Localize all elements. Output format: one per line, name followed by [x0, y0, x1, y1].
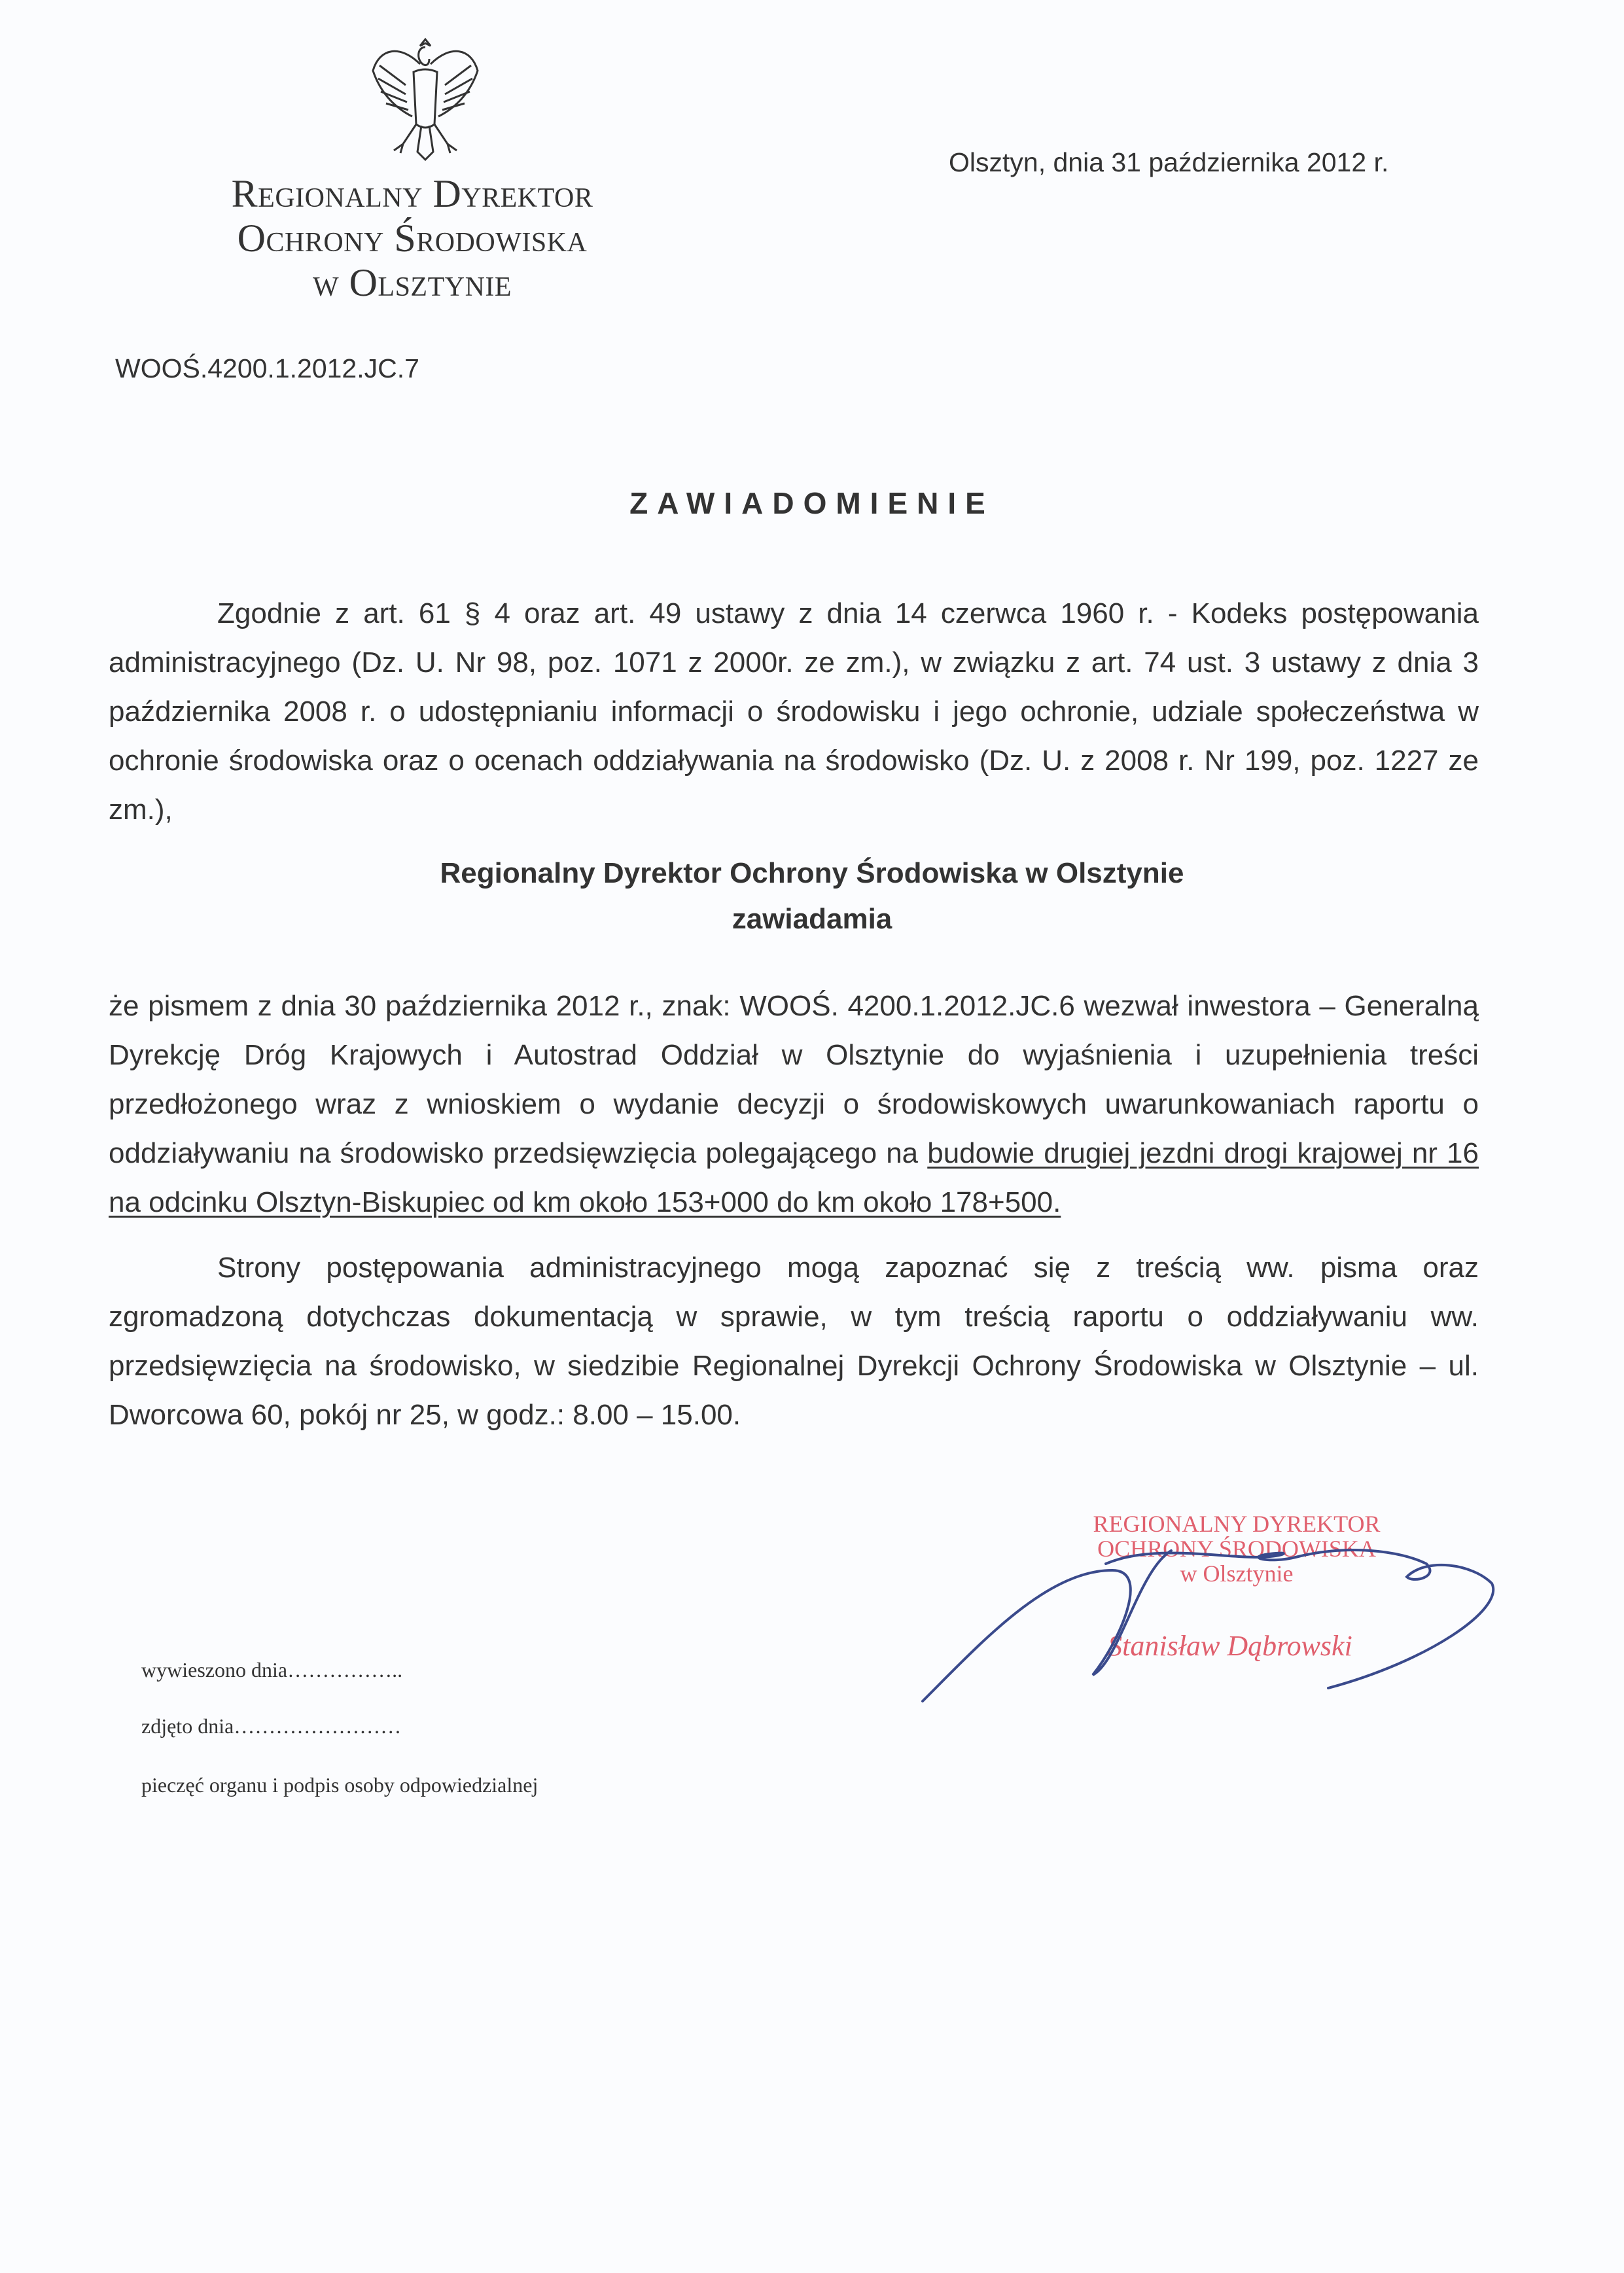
stamp-line: OCHRONY ŚRODOWISKA — [1097, 1536, 1376, 1562]
place-and-date: Olsztyn, dnia 31 października 2012 r. — [949, 147, 1389, 177]
notice-paragraph — [109, 981, 1479, 1227]
handwritten-signature — [903, 1544, 1525, 1714]
organization-line: Regionalny Dyrektor — [231, 172, 593, 215]
stamp-line: w Olsztynie — [1180, 1560, 1294, 1587]
posted-date-field: wywieszono dnia…………….. — [141, 1658, 403, 1682]
access-paragraph: Strony postępowania administracyjnego mogą zapoznać się z treścią ww. pisma oraz zgromadzoną dotychczas dokumentacją w sprawie, w tym treścią raportu o oddziaływaniu ww. przedsięwzięcia na środowisko, w siedzibie Regionalnej Dyrekcji Ochrony Środowiska w Olsztynie – ul. Dworcowa 60, pokój nr 25, w godz.: 8.00 – 15.00. — [109, 1252, 1479, 1431]
stamp-line: REGIONALNY DYREKTOR — [1093, 1511, 1381, 1537]
stamp-signatory-name: Stanisław Dąbrowski — [1108, 1630, 1352, 1662]
legal-basis-paragraph: Zgodnie z art. 61 § 4 oraz art. 49 ustawy z dnia 14 czerwca 1960 r. - Kodeks postępowania administracyjnego (Dz. U. Nr 98, poz. 1071 z 2000r. ze zm.), w związku z art. 74 ust. 3 ustawy z dnia 3 października 2008 r. o udostępnianiu informacji o środowisku i jego ochronie, udziale społeczeństwa w ochronie środowiska oraz o ocenach oddziaływania na środowisko (Dz. U. z 2008 r. Nr 199, poz. 1227 ze zm.), — [109, 597, 1479, 826]
organization-line: w Olsztynie — [312, 261, 512, 304]
organization-line: Ochrony Środowiska — [237, 217, 588, 260]
seal-signature-note: pieczęć organu i podpis osoby odpowiedzialnej — [141, 1773, 538, 1797]
organization-heading — [118, 171, 707, 305]
reference-number: WOOŚ.4200.1.2012.JC.7 — [115, 353, 419, 383]
notice-text: że pismem z dnia 30 października 2012 r., znak: WOOŚ. 4200.1.2012.JC.6 wezwał inwestora – Generalną Dyrekcję Dróg Krajowych i Autostrad Oddział w Olsztynie do wyjaśnienia i uzupełnienia treści przedłożonego wraz z wnioskiem o wydanie decyzji o środowiskowych uwarunkowaniach raportu o oddziaływaniu na środowisko przedsięwzięcia polegającego na — [109, 990, 1479, 1169]
polish-eagle-emblem-icon — [366, 33, 484, 164]
project-description: budowie drugiej jezdni drogi krajowej nr 16 na odcinku Olsztyn-Biskupiec od km około 153+000 do km około 178+500. — [109, 1137, 1479, 1218]
notification-verb: zawiadamia — [732, 903, 892, 935]
authority-name: Regionalny Dyrektor Ochrony Środowiska w Olsztynie — [440, 857, 1184, 889]
document-title: ZAWIADOMIENIE — [629, 486, 995, 520]
removed-date-field: zdjęto dnia…………………… — [141, 1714, 402, 1738]
